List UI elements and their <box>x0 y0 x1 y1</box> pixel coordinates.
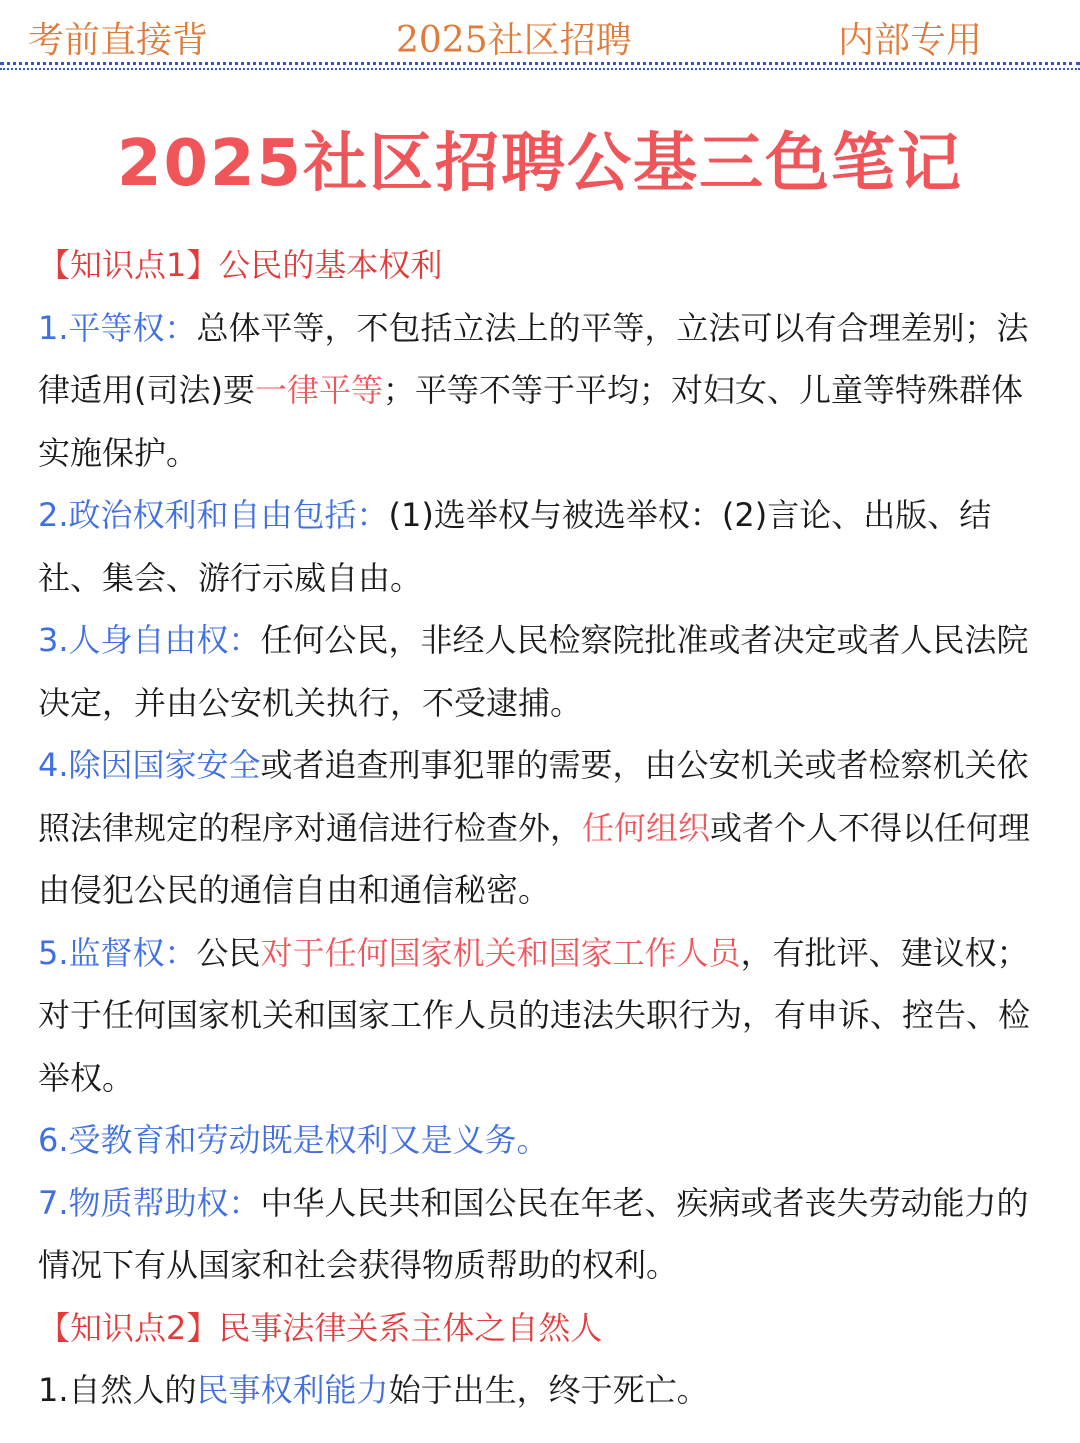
point-highlight: 任何组织 <box>582 808 711 847</box>
point-personal-freedom <box>38 609 1042 734</box>
banner-left-text: 考前直接背 <box>28 20 209 61</box>
point-material-assistance <box>38 1172 1042 1297</box>
banner-center-text: 2025社区招聘 <box>396 20 632 61</box>
point-text: (1)选举权与被选举权：(2)言论、出版、结社、集会、游行示威自由。 <box>38 496 992 597</box>
point-label: 5.监督权： <box>38 933 197 972</box>
point-label: 3.人身自由权： <box>38 621 261 659</box>
point-equality-right <box>38 297 1042 485</box>
point-civil-capacity <box>38 1359 1042 1422</box>
point-text: 中华人民共和国公民在年老、疾病或者丧失劳动能力的情况下有从国家和社会获得物质帮助的权利。 <box>38 1183 1029 1284</box>
point-text: 总体平等，不包括立法上的平等，立法可以有合理差别；法律适用(司法)要 <box>38 308 1029 409</box>
point-text: 1.自然人的 <box>38 1371 197 1409</box>
banner-divider <box>0 62 1080 65</box>
notes-body <box>38 234 1042 1422</box>
point-label: 6.受教育和劳动既是权利又是义务。 <box>38 1121 549 1159</box>
point-label: 2.政治权利和自由包括： <box>38 496 389 534</box>
point-text: ；平等不等于平均；对妇女、儿童等特殊群体实施保护。 <box>38 371 1024 472</box>
point-communication-freedom <box>38 734 1042 922</box>
point-text: 或者个人不得以任何理由侵犯公民的通信自由和通信秘密。 <box>38 808 1031 909</box>
point-text: ，有批评、建议权；对于任何国家机关和国家工作人员的违法失职行为，有申诉、控告、检举权。 <box>38 933 1031 1097</box>
section2-heading: 【知识点2】民事法律关系主体之自然人 <box>38 1308 603 1347</box>
section1-heading: 【知识点1】公民的基本权利 <box>38 246 443 284</box>
point-education-labor <box>38 1109 1042 1172</box>
point-text: 公民 <box>196 933 261 972</box>
point-highlight: 一律平等 <box>254 371 383 409</box>
point-text: 始于出生，终于死亡。 <box>388 1371 709 1409</box>
point-supervision-right <box>38 922 1042 1110</box>
point-highlight: 对于任何国家机关和国家工作人员 <box>260 933 741 972</box>
point-text: 或者追查刑事犯罪的需要，由公安机关或者检察机关依照法律规定的程序对通信进行检查外， <box>38 746 1029 847</box>
point-political-rights <box>38 484 1042 609</box>
point-label: 4.除因国家安全 <box>38 746 261 784</box>
point-label: 1.平等权： <box>38 308 197 347</box>
point-label: 民事权利能力 <box>196 1371 389 1409</box>
point-label: 7.物质帮助权： <box>38 1183 261 1222</box>
top-banner <box>0 0 1080 64</box>
page-title: 2025社区招聘公基三色笔记 <box>116 127 964 201</box>
banner-right-text: 内部专用 <box>838 20 983 61</box>
point-text: 任何公民，非经人民检察院批准或者决定或者人民法院决定，并由公安机关执行，不受逮捕。 <box>38 621 1029 722</box>
banner-divider-secondary <box>0 68 1080 70</box>
